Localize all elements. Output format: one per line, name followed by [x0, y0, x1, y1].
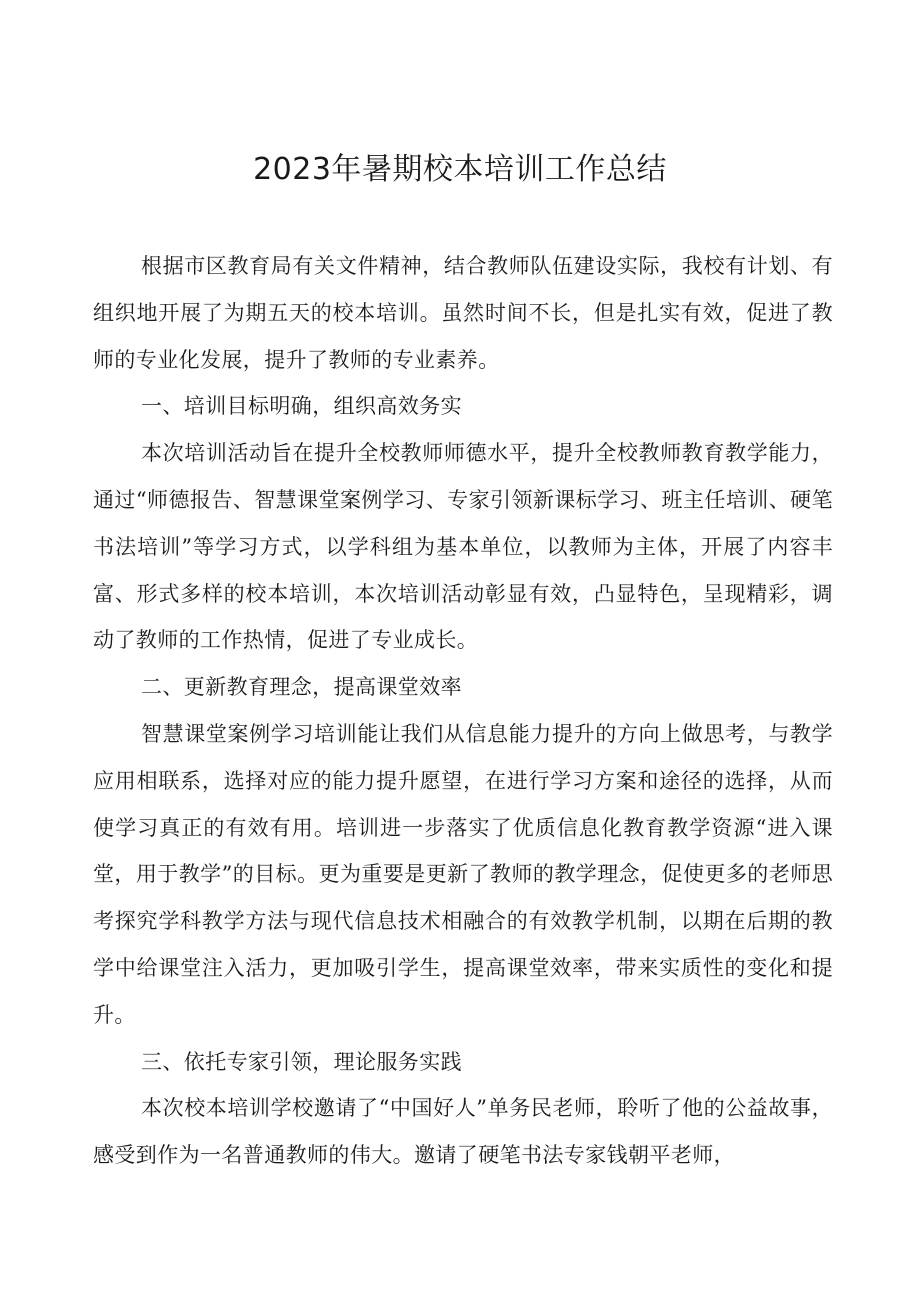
- section-2-paragraph: 智慧课堂案例学习培训能让我们从信息能力提升的方向上做思考，与教学应用相联系，选择对应的能力提升愿望，在进行学习方案和途径的选择，从而使学习真正的有效有用。培训进一步落实了优质信息化教育教学资源“进入课堂，用于教学”的目标。更为重要是更新了教师的教学理念，促使更多的老师思考探究学科教学方法与现代信息技术相融合的有效教学机制，以期在后期的教学中给课堂注入活力，更加吸引学生，提高课堂效率，带来实质性的变化和提升。: [93, 721, 833, 1027]
- document-title: 2023年暑期校本培训工作总结: [253, 152, 667, 187]
- section-3-paragraph: 本次校本培训学校邀请了“中国好人”单务民老师，聆听了他的公益故事，感受到作为一名普通教师的伟大。邀请了硬笔书法专家钱朝平老师，: [93, 1096, 833, 1168]
- section-1-paragraph: 本次培训活动旨在提升全校教师师德水平，提升全校教师教育教学能力，通过“师德报告、智慧课堂案例学习、专家引领新课标学习、班主任培训、硬笔书法培训”等学习方式，以学科组为基本单位，以教师为主体，开展了内容丰富、形式多样的校本培训，本次培训活动彰显有效，凸显特色，呈现精彩，调动了教师的工作热情，促进了专业成长。: [93, 441, 833, 653]
- intro-paragraph: 根据市区教育局有关文件精神，结合教师队伍建设实际，我校有计划、有组织地开展了为期五天的校本培训。虽然时间不长，但是扎实有效，促进了教师的专业化发展，提升了教师的专业素养。: [93, 254, 833, 372]
- section-heading-1: 一、培训目标明确，组织高效务实: [141, 394, 462, 419]
- section-heading-2: 二、更新教育理念，提高课堂效率: [141, 675, 462, 700]
- section-heading-3: 三、依托专家引领，理论服务实践: [141, 1049, 462, 1074]
- document-body: [93, 243, 833, 1179]
